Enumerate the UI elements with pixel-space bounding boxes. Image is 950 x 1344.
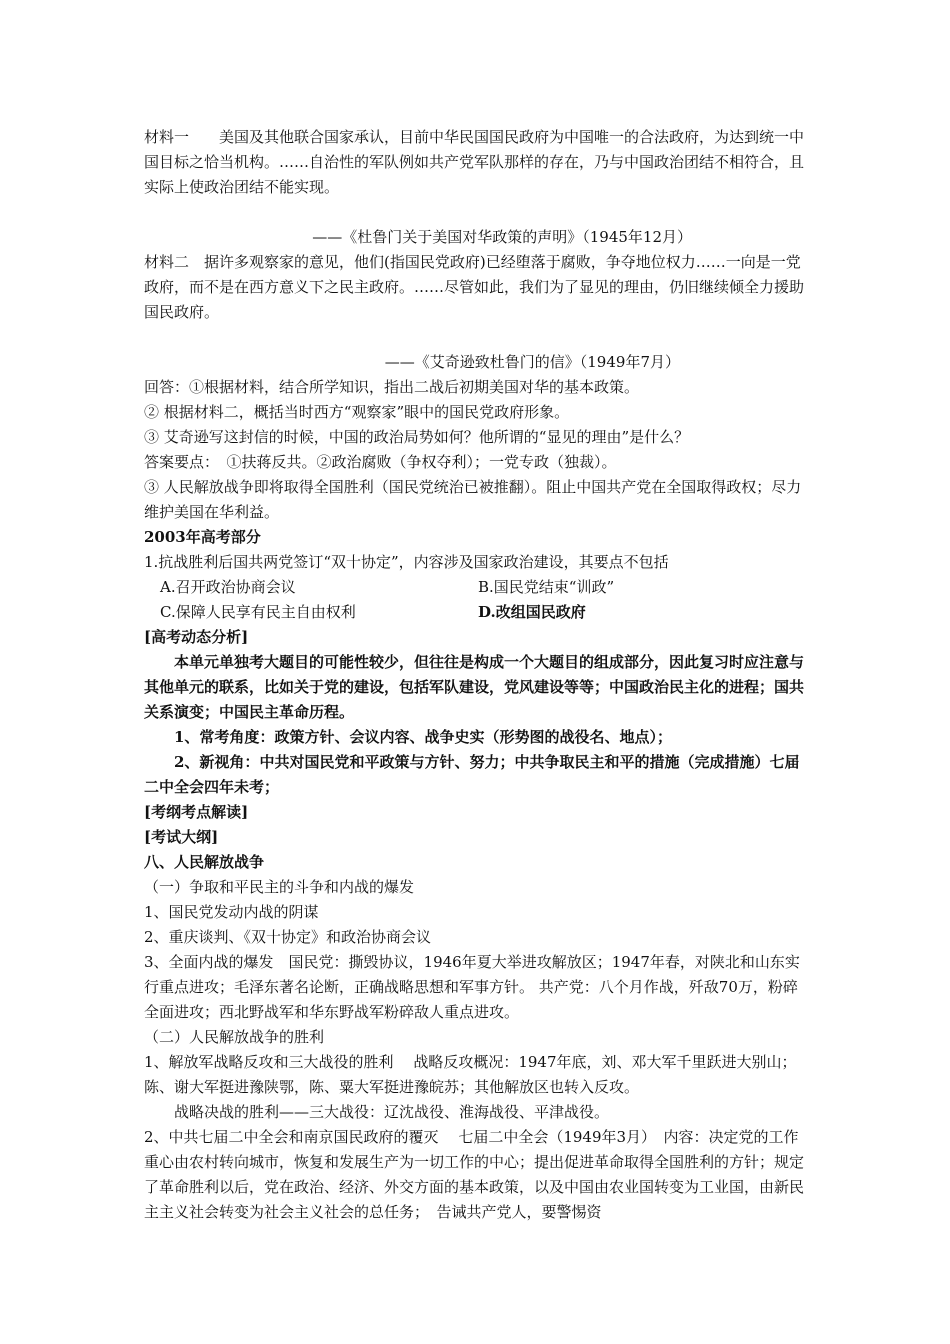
outline-item-4: 1、解放军战略反攻和三大战役的胜利 战略反攻概况：1947年底，刘、邓大军千里跃进大别山；陈、谢大军挺进豫陕鄂，陈、粟大军挺进豫皖苏；其他解放区也转入反攻。	[144, 1053, 797, 1096]
exam-question: 1.抗战胜利后国共两党签订“双十协定”，内容涉及国家政治建设，其要点不包括	[144, 553, 669, 571]
options-row-2	[144, 600, 810, 625]
outline-item-5: 2、中共七届二中全会和南京国民政府的覆灭 七届二中全会（1949年3月） 内容：决定党的工作重心由农村转向城市，恢复和发展生产为一切工作的中心；提出促进革命取得全国胜利的方针；规定了革命胜利以后，党在政治、经济、外交方面的基本政策，以及中国由农业国转变为工业国，由新民主主义社会转变为社会主义社会的总任务； 告诫共产党人，要警惕资	[144, 1128, 805, 1221]
outline-item-1: 1、国民党发动内战的阴谋	[144, 903, 319, 921]
analysis-point-1: 1、常考角度：政策方针、会议内容、战争史实（形势图的战役名、地点）；	[174, 728, 672, 746]
outline-item-2: 2、重庆谈判、《双十协定》和政治协商会议	[144, 928, 432, 946]
answer-3: ③ 人民解放战争即将取得全国胜利（国民党统治已被推翻）。阻止中国共产党在全国取得政权；尽力维护美国在华利益。	[144, 478, 802, 521]
material-2-source: ——《艾奇逊致杜鲁门的信》（1949年7月）	[384, 353, 680, 371]
outline-item-4b: 战略决战的胜利——三大战役：辽沈战役、淮海战役、平津战役。	[174, 1103, 610, 1121]
answer-1: 答案要点： ①扶蒋反共。②政治腐败（争权夺利）；一党专政（独裁）。	[144, 453, 617, 471]
question-3: ③ 艾奇逊写这封信的时候，中国的政治局势如何？他所谓的“显见的理由”是什么？	[144, 428, 690, 446]
material-2-text: 材料二 据许多观察家的意见，他们(指国民党政府)已经堕落于腐败，争夺地位权力……一向是一党政府，而不是在西方意义下之民主政府。……尽管如此，我们为了显见的理由，仍旧继续倾全力援助国民政府。	[144, 253, 805, 321]
option-c: C.保障人民享有民主自由权利	[160, 603, 356, 621]
chapter-title: 八、人民解放战争	[144, 853, 265, 871]
analysis-point-2: 2、新视角：中共对国民党和平政策与方针、努力；中共争取民主和平的措施（完成措施）七届二中全会四年未考；	[144, 753, 800, 796]
option-a: A.召开政治协商会议	[160, 578, 296, 596]
outline-item-3: 3、全面内战的爆发 国民党：撕毁协议，1946年夏大举进攻解放区；1947年春，对陕北和山东实行重点进攻；毛泽东著名论断，正确战略思想和军事方针。 共产党：八个月作战，歼敌70万，粉碎全面进攻；西北野战军和华东野战军粉碎敌人重点进攻。	[144, 953, 800, 1021]
analysis-paragraph: 本单元单独考大题目的可能性较少，但往往是构成一个大题目的组成部分，因此复习时应注意与其他单元的联系，比如关于党的建设，包括军队建设，党风建设等等；中国政治民主化的进程；国共关系演变；中国民主革命历程。	[144, 653, 805, 721]
material-1-source: ——《杜鲁门关于美国对华政策的声明》（1945年12月）	[312, 228, 692, 246]
question-1: 回答：①根据材料，结合所学知识，指出二战后初期美国对华的基本政策。	[144, 378, 640, 396]
outline-interpretation-heading: [考纲考点解读]	[144, 803, 249, 821]
option-d: D.改组国民政府	[478, 603, 586, 621]
option-b: B.国民党结束“训政”	[478, 578, 615, 596]
exam-2003-heading: 2003年高考部分	[144, 528, 261, 546]
section-2-title: （二）人民解放战争的胜利	[144, 1028, 325, 1046]
material-1-text: 材料一 美国及其他联合国家承认，目前中华民国国民政府为中国唯一的合法政府，为达到统一中国目标之恰当机构。……自治性的军队例如共产党军队那样的存在，乃与中国政治团结不相符合，且实际上使政治团结不能实现。	[144, 128, 805, 196]
question-2: ② 根据材料二，概括当时西方“观察家”眼中的国民党政府形象。	[144, 403, 570, 421]
options-row-1	[144, 575, 810, 600]
exam-outline-heading: [考试大纲]	[144, 828, 219, 846]
document-page	[144, 125, 810, 1225]
section-1-title: （一）争取和平民主的斗争和内战的爆发	[144, 878, 415, 896]
analysis-heading: [高考动态分析]	[144, 628, 249, 646]
